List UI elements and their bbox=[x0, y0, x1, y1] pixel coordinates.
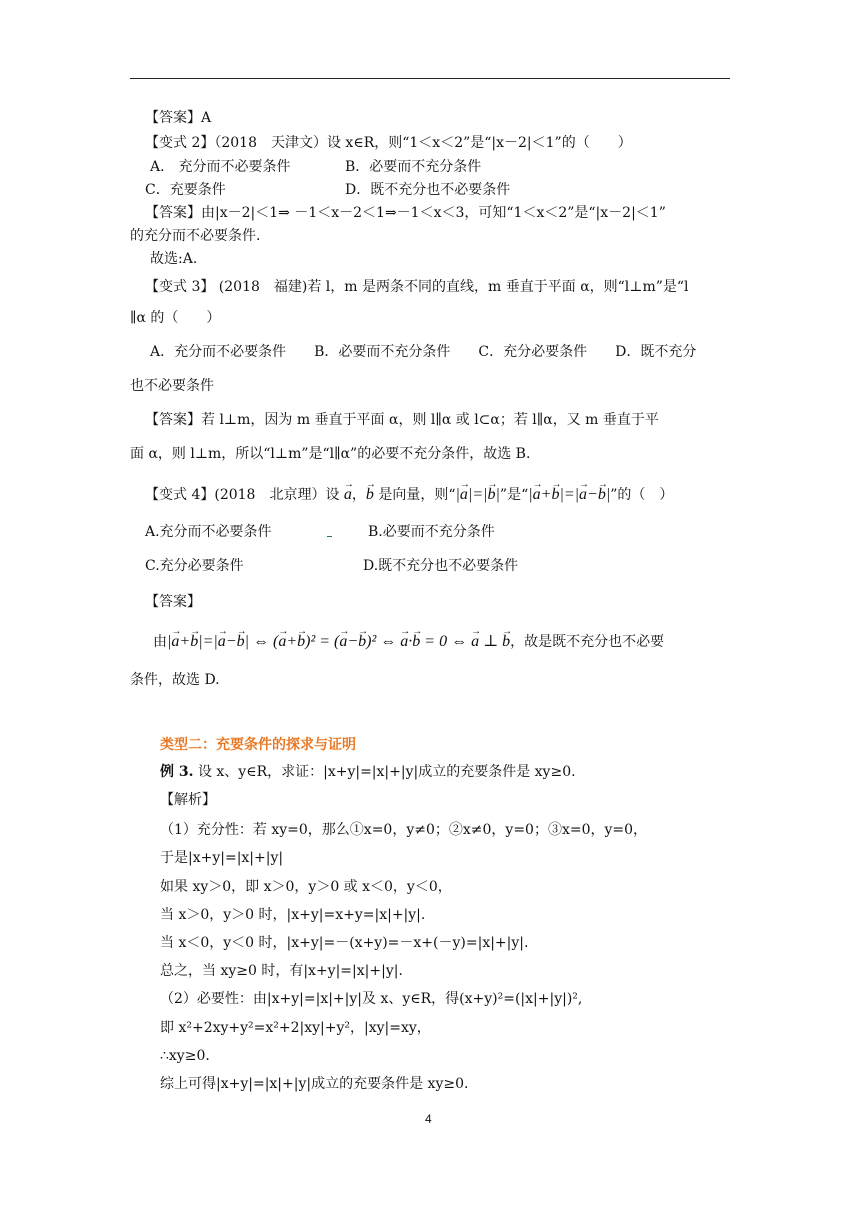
variant3-options-2: 也不必要条件 bbox=[130, 378, 214, 394]
variant4-option-c: C.充分必要条件 bbox=[145, 558, 244, 574]
variant4-stem bbox=[145, 485, 673, 505]
variant4-answer-label: 【答案】 bbox=[145, 594, 201, 610]
variant2-answer-2: 的充分而不必要条件. bbox=[130, 228, 261, 244]
variant4-solution-2: 条件，故选 D. bbox=[130, 672, 220, 688]
page-number: 4 bbox=[425, 1112, 432, 1126]
variant4-mid-2: ”是“ bbox=[499, 487, 529, 503]
analysis-label: 【解析】 bbox=[160, 792, 216, 808]
vector-b: → b bbox=[366, 485, 374, 505]
example-text: 设 x、y∈R，求证：|x+y|=|x|+|y|成立的充要条件是 xy≥0. bbox=[193, 764, 576, 780]
variant3-stem-2: ∥α 的（ ） bbox=[130, 310, 221, 326]
variant4-option-b: B.必要而不充分条件 bbox=[368, 524, 495, 540]
separator: ， bbox=[351, 487, 366, 503]
proof-line-4: 当 x＞0，y＞0 时，|x+y|=x+y=|x|+|y|. bbox=[160, 907, 426, 923]
variant2-option-b: B．必要而不充分条件 bbox=[345, 159, 482, 175]
green-mark bbox=[327, 536, 332, 537]
variant2-stem: 【变式 2】（2018 天津文）设 x∈R，则“1＜x＜2”是“|x－2|＜1”的（ ） bbox=[145, 135, 632, 151]
variant2-option-a: A． 充分而不必要条件 bbox=[150, 159, 291, 175]
example-label: 例 3. bbox=[160, 764, 194, 780]
condition-sum-diff: |→ a+→ b|=|→ a−→ b| bbox=[528, 486, 610, 503]
proof-line-3: 如果 xy＞0，即 x＞0，y＞0 或 x＜0，y＜0， bbox=[160, 879, 452, 895]
proof-line-1: （1）充分性：若 xy=0，那么①x=0，y≠0；②x≠0，y=0；③x=0，y=0， bbox=[160, 822, 648, 838]
solution-suffix: ，故是既不充分也不必要 bbox=[510, 634, 665, 650]
variant4-option-d: D.既不充分也不必要条件 bbox=[363, 558, 519, 574]
proof-line-8: 即 x²+2xy+y²=x²+2|xy|+y²，|xy|=xy， bbox=[160, 1020, 431, 1036]
variant4-solution bbox=[153, 630, 664, 654]
variant4-label: 【变式 4】(2018 北京理）设 bbox=[145, 487, 340, 503]
example3-stem bbox=[160, 762, 576, 782]
solution-formula: |→ a+→ b|=|→ a−→ b| ⇔ (→ a+→ b)² = (→ a−→ b)² ⇔ → a·→ b = 0 ⇔ → a ⊥ → b bbox=[167, 633, 510, 650]
variant4-tail: ”的（ ） bbox=[610, 487, 674, 503]
vector-a: → a bbox=[344, 485, 352, 505]
variant2-answer-3: 故选:A. bbox=[150, 251, 198, 267]
proof-line-2: 于是|x+y|=|x|+|y| bbox=[160, 850, 284, 866]
proof-line-7: （2）必要性：由|x+y|=|x|+|y|及 x、y∈R，得(x+y)²=(|x|+|y|)², bbox=[160, 991, 583, 1007]
answer-line: 【答案】A bbox=[145, 110, 212, 126]
variant3-stem-1: 【变式 3】 (2018 福建)若 l，m 是两条不同的直线，m 垂直于平面 α，则“l⊥m”是“l bbox=[145, 279, 689, 295]
condition-equal-norms: |→ a|=|→ b| bbox=[456, 486, 500, 503]
proof-line-6: 总之，当 xy≥0 时，有|x+y|=|x|+|y|. bbox=[160, 963, 403, 979]
proof-line-10: 综上可得|x+y|=|x|+|y|成立的充要条件是 xy≥0. bbox=[160, 1076, 469, 1092]
proof-line-9: ∴xy≥0. bbox=[160, 1048, 210, 1064]
variant3-answer-1: 【答案】若 l⊥m，因为 m 垂直于平面 α，则 l∥α 或 l⊂α；若 l∥α，又 m 垂直于平 bbox=[145, 412, 659, 428]
variant4-option-a: A.充分而不必要条件 bbox=[145, 524, 272, 540]
variant2-option-c: C．充要条件 bbox=[145, 182, 226, 198]
proof-line-5: 当 x＜0，y＜0 时，|x+y|=－(x+y)=－x+(－y)=|x|+|y|. bbox=[160, 935, 529, 951]
variant2-answer-1: 【答案】由|x－2|＜1⇒ －1＜x－2＜1⇒－1＜x＜3，可知“1＜x＜2”是“|x－2|＜1” bbox=[145, 205, 666, 221]
solution-prefix: 由 bbox=[153, 634, 167, 650]
variant2-option-d: D．既不充分也不必要条件 bbox=[345, 182, 511, 198]
section-heading: 类型二：充要条件的探求与证明 bbox=[160, 737, 356, 753]
variant3-options-1: A．充分而不必要条件 B．必要而不充分条件 C．充分必要条件 D．既不充分 bbox=[150, 344, 697, 360]
variant3-answer-2: 面 α，则 l⊥m，所以“l⊥m”是“l∥α”的必要不充分条件，故选 B. bbox=[130, 446, 531, 462]
variant4-mid-1: 是向量，则“ bbox=[373, 487, 456, 503]
header-rule bbox=[130, 78, 730, 79]
